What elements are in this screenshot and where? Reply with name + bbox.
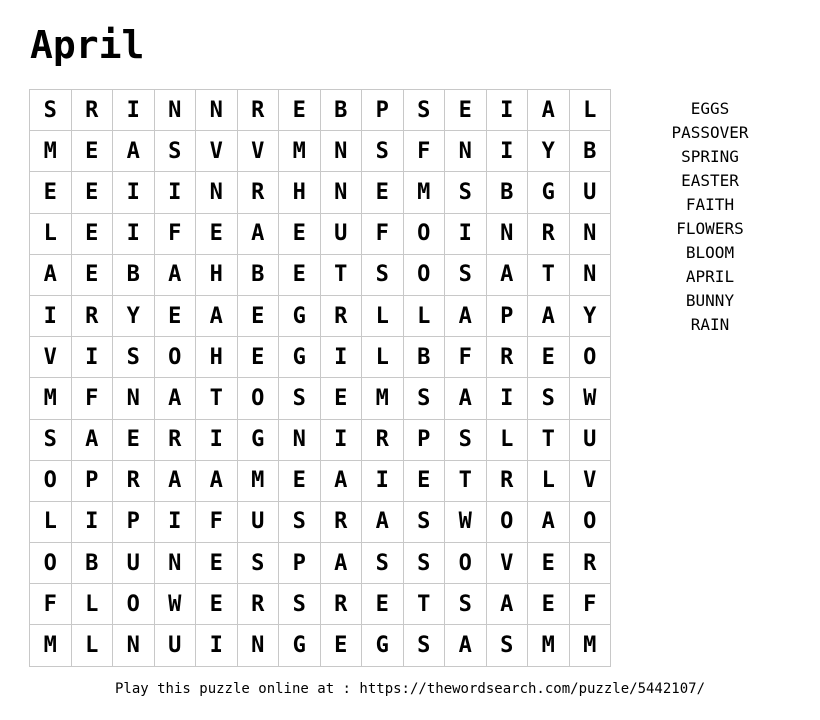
- grid-cell[interactable]: A: [445, 625, 487, 666]
- grid-cell[interactable]: I: [113, 172, 155, 213]
- grid-cell[interactable]: R: [238, 584, 280, 625]
- grid-cell[interactable]: E: [279, 214, 321, 255]
- grid-cell[interactable]: S: [279, 584, 321, 625]
- grid-cell[interactable]: E: [362, 172, 404, 213]
- grid-cell[interactable]: S: [404, 625, 446, 666]
- grid-cell[interactable]: M: [404, 172, 446, 213]
- grid-cell[interactable]: A: [321, 461, 363, 502]
- grid-cell[interactable]: R: [238, 90, 280, 131]
- word-list-item: SPRING: [681, 147, 739, 166]
- grid-cell[interactable]: I: [445, 214, 487, 255]
- grid-cell[interactable]: O: [487, 502, 529, 543]
- grid-cell[interactable]: N: [155, 543, 197, 584]
- grid-cell[interactable]: I: [113, 90, 155, 131]
- grid-cell[interactable]: N: [238, 625, 280, 666]
- grid-cell[interactable]: S: [404, 543, 446, 584]
- grid-cell[interactable]: A: [196, 461, 238, 502]
- grid-cell[interactable]: O: [404, 214, 446, 255]
- grid-cell[interactable]: S: [238, 543, 280, 584]
- grid-cell[interactable]: E: [445, 90, 487, 131]
- grid-cell[interactable]: G: [238, 420, 280, 461]
- word-list-item: RAIN: [690, 315, 730, 334]
- grid-cell[interactable]: N: [113, 625, 155, 666]
- grid-cell[interactable]: O: [404, 255, 446, 296]
- grid-cell[interactable]: E: [528, 584, 570, 625]
- grid-cell[interactable]: G: [279, 625, 321, 666]
- grid-cell[interactable]: I: [487, 378, 529, 419]
- grid-cell[interactable]: W: [155, 584, 197, 625]
- grid-cell[interactable]: N: [113, 378, 155, 419]
- grid-cell[interactable]: M: [238, 461, 280, 502]
- grid-cell[interactable]: E: [321, 378, 363, 419]
- grid-cell[interactable]: I: [196, 625, 238, 666]
- grid-cell[interactable]: B: [570, 131, 612, 172]
- grid-cell[interactable]: S: [404, 502, 446, 543]
- grid-cell[interactable]: I: [72, 502, 114, 543]
- grid-cell[interactable]: I: [72, 337, 114, 378]
- grid-cell[interactable]: L: [528, 461, 570, 502]
- grid-cell[interactable]: E: [155, 296, 197, 337]
- grid-cell[interactable]: R: [528, 214, 570, 255]
- grid-cell[interactable]: I: [362, 461, 404, 502]
- grid-cell[interactable]: F: [155, 214, 197, 255]
- grid-cell[interactable]: E: [72, 172, 114, 213]
- grid-cell[interactable]: E: [113, 420, 155, 461]
- grid-cell[interactable]: L: [404, 296, 446, 337]
- grid-cell[interactable]: M: [30, 131, 72, 172]
- grid-cell[interactable]: M: [279, 131, 321, 172]
- grid-cell[interactable]: A: [445, 296, 487, 337]
- grid-cell[interactable]: V: [30, 337, 72, 378]
- grid-cell[interactable]: A: [528, 296, 570, 337]
- grid-cell[interactable]: I: [30, 296, 72, 337]
- grid-cell[interactable]: S: [445, 420, 487, 461]
- grid-cell[interactable]: A: [72, 420, 114, 461]
- grid-cell[interactable]: R: [570, 543, 612, 584]
- grid-cell[interactable]: N: [155, 90, 197, 131]
- grid-cell[interactable]: A: [487, 255, 529, 296]
- grid-cell[interactable]: P: [404, 420, 446, 461]
- grid-cell[interactable]: E: [528, 543, 570, 584]
- grid-cell[interactable]: U: [321, 214, 363, 255]
- grid-cell[interactable]: I: [487, 131, 529, 172]
- grid-cell[interactable]: S: [445, 255, 487, 296]
- grid-cell[interactable]: N: [321, 172, 363, 213]
- grid-cell[interactable]: W: [570, 378, 612, 419]
- grid-cell[interactable]: N: [487, 214, 529, 255]
- grid-cell[interactable]: N: [279, 420, 321, 461]
- grid-cell[interactable]: B: [238, 255, 280, 296]
- grid-cell[interactable]: O: [570, 337, 612, 378]
- grid-cell[interactable]: E: [72, 214, 114, 255]
- grid-cell[interactable]: N: [196, 172, 238, 213]
- grid-cell[interactable]: E: [196, 543, 238, 584]
- grid-cell[interactable]: E: [196, 584, 238, 625]
- grid-cell[interactable]: E: [238, 337, 280, 378]
- grid-cell[interactable]: A: [445, 378, 487, 419]
- word-list-item: FLOWERS: [676, 219, 744, 238]
- grid-cell[interactable]: I: [113, 214, 155, 255]
- grid-cell[interactable]: S: [279, 378, 321, 419]
- grid-cell[interactable]: L: [30, 502, 72, 543]
- grid-cell[interactable]: P: [113, 502, 155, 543]
- grid-cell[interactable]: N: [570, 214, 612, 255]
- grid-cell[interactable]: L: [362, 337, 404, 378]
- grid-cell[interactable]: A: [196, 296, 238, 337]
- grid-cell[interactable]: S: [528, 378, 570, 419]
- grid-cell[interactable]: P: [487, 296, 529, 337]
- word-list-item: APRIL: [685, 267, 735, 286]
- grid-cell[interactable]: I: [321, 337, 363, 378]
- grid-cell[interactable]: P: [362, 90, 404, 131]
- grid-cell[interactable]: S: [362, 543, 404, 584]
- grid-cell[interactable]: B: [321, 90, 363, 131]
- grid-cell[interactable]: Y: [113, 296, 155, 337]
- grid-cell[interactable]: A: [30, 255, 72, 296]
- grid-cell[interactable]: B: [404, 337, 446, 378]
- grid-cell[interactable]: A: [238, 214, 280, 255]
- grid-cell[interactable]: F: [30, 584, 72, 625]
- grid-cell[interactable]: N: [445, 131, 487, 172]
- grid-cell[interactable]: U: [570, 172, 612, 213]
- grid-cell[interactable]: G: [528, 172, 570, 213]
- grid-cell[interactable]: M: [30, 625, 72, 666]
- grid-cell[interactable]: S: [155, 131, 197, 172]
- grid-cell[interactable]: I: [321, 420, 363, 461]
- grid-cell[interactable]: N: [196, 90, 238, 131]
- grid-cell[interactable]: T: [528, 420, 570, 461]
- grid-cell[interactable]: E: [362, 584, 404, 625]
- grid-cell[interactable]: R: [155, 420, 197, 461]
- grid-cell[interactable]: S: [30, 90, 72, 131]
- grid-cell[interactable]: R: [113, 461, 155, 502]
- grid-cell[interactable]: F: [196, 502, 238, 543]
- grid-cell[interactable]: A: [528, 502, 570, 543]
- grid-cell[interactable]: F: [72, 378, 114, 419]
- grid-cell[interactable]: L: [362, 296, 404, 337]
- grid-cell[interactable]: S: [404, 90, 446, 131]
- grid-cell[interactable]: O: [30, 461, 72, 502]
- grid-cell[interactable]: B: [487, 172, 529, 213]
- grid-cell[interactable]: G: [279, 337, 321, 378]
- grid-cell[interactable]: M: [362, 378, 404, 419]
- grid-cell[interactable]: F: [404, 131, 446, 172]
- grid-cell[interactable]: S: [445, 172, 487, 213]
- grid-cell[interactable]: F: [362, 214, 404, 255]
- grid-cell[interactable]: I: [196, 420, 238, 461]
- grid-cell[interactable]: R: [72, 90, 114, 131]
- word-list: [650, 97, 770, 337]
- grid-cell[interactable]: R: [321, 584, 363, 625]
- grid-cell[interactable]: S: [445, 584, 487, 625]
- grid-cell[interactable]: N: [321, 131, 363, 172]
- grid-cell[interactable]: S: [30, 420, 72, 461]
- grid-cell[interactable]: H: [279, 172, 321, 213]
- grid-cell[interactable]: I: [155, 172, 197, 213]
- word-list-item: EASTER: [681, 171, 739, 190]
- grid-cell[interactable]: T: [445, 461, 487, 502]
- grid-cell[interactable]: F: [445, 337, 487, 378]
- grid-cell[interactable]: R: [72, 296, 114, 337]
- grid-cell[interactable]: M: [570, 625, 612, 666]
- grid-cell[interactable]: M: [528, 625, 570, 666]
- grid-cell[interactable]: H: [196, 337, 238, 378]
- grid-cell[interactable]: S: [487, 625, 529, 666]
- grid-cell[interactable]: O: [570, 502, 612, 543]
- word-list-item: EGGS: [690, 99, 730, 118]
- grid-cell[interactable]: L: [487, 420, 529, 461]
- word-list-item: BLOOM: [685, 243, 735, 262]
- grid-cell[interactable]: A: [155, 255, 197, 296]
- grid-cell[interactable]: R: [487, 337, 529, 378]
- grid-cell[interactable]: P: [279, 543, 321, 584]
- grid-cell[interactable]: B: [72, 543, 114, 584]
- grid-cell[interactable]: T: [196, 378, 238, 419]
- grid-cell[interactable]: T: [321, 255, 363, 296]
- grid-cell[interactable]: B: [113, 255, 155, 296]
- grid-cell[interactable]: A: [362, 502, 404, 543]
- grid-cell[interactable]: L: [570, 90, 612, 131]
- grid-cell[interactable]: Y: [570, 296, 612, 337]
- grid-cell[interactable]: Y: [528, 131, 570, 172]
- grid-cell[interactable]: E: [30, 172, 72, 213]
- word-list-item: FAITH: [685, 195, 735, 214]
- grid-cell[interactable]: G: [279, 296, 321, 337]
- grid-cell[interactable]: E: [279, 90, 321, 131]
- grid-cell[interactable]: A: [321, 543, 363, 584]
- grid-cell[interactable]: L: [30, 214, 72, 255]
- grid-cell[interactable]: O: [238, 378, 280, 419]
- grid-cell[interactable]: E: [72, 131, 114, 172]
- grid-cell[interactable]: P: [72, 461, 114, 502]
- grid-cell[interactable]: V: [487, 543, 529, 584]
- grid-cell[interactable]: O: [30, 543, 72, 584]
- grid-cell[interactable]: V: [238, 131, 280, 172]
- grid-cell[interactable]: S: [404, 378, 446, 419]
- grid-cell[interactable]: O: [113, 584, 155, 625]
- grid-cell[interactable]: H: [196, 255, 238, 296]
- grid-cell[interactable]: T: [404, 584, 446, 625]
- grid-cell[interactable]: T: [528, 255, 570, 296]
- grid-cell[interactable]: A: [528, 90, 570, 131]
- grid-cell[interactable]: V: [570, 461, 612, 502]
- grid-cell[interactable]: R: [321, 296, 363, 337]
- grid-cell[interactable]: F: [570, 584, 612, 625]
- grid-cell[interactable]: U: [570, 420, 612, 461]
- grid-cell[interactable]: L: [72, 584, 114, 625]
- grid-cell[interactable]: N: [570, 255, 612, 296]
- grid-cell[interactable]: I: [487, 90, 529, 131]
- grid-cell[interactable]: A: [155, 378, 197, 419]
- grid-cell[interactable]: G: [362, 625, 404, 666]
- grid-cell[interactable]: W: [445, 502, 487, 543]
- grid-cell[interactable]: E: [321, 625, 363, 666]
- grid-cell[interactable]: U: [238, 502, 280, 543]
- grid-cell[interactable]: R: [362, 420, 404, 461]
- grid-cell[interactable]: E: [528, 337, 570, 378]
- grid-cell[interactable]: V: [196, 131, 238, 172]
- grid-cell[interactable]: I: [155, 502, 197, 543]
- grid-cell[interactable]: O: [445, 543, 487, 584]
- letter-grid: [29, 89, 611, 667]
- puzzle-title: April: [30, 23, 145, 67]
- grid-cell[interactable]: E: [196, 214, 238, 255]
- grid-cell[interactable]: S: [362, 255, 404, 296]
- grid-cell[interactable]: U: [155, 625, 197, 666]
- footer-text: Play this puzzle online at : https://thewordsearch.com/puzzle/5442107/: [114, 681, 705, 697]
- grid-cell[interactable]: M: [30, 378, 72, 419]
- grid-cell[interactable]: R: [487, 461, 529, 502]
- grid-cell[interactable]: A: [113, 131, 155, 172]
- grid-cell[interactable]: O: [155, 337, 197, 378]
- grid-cell[interactable]: A: [487, 584, 529, 625]
- word-list-item: PASSOVER: [671, 123, 749, 142]
- grid-cell[interactable]: R: [321, 502, 363, 543]
- grid-cell[interactable]: S: [362, 131, 404, 172]
- grid-cell[interactable]: E: [279, 461, 321, 502]
- grid-cell[interactable]: S: [113, 337, 155, 378]
- grid-cell[interactable]: E: [72, 255, 114, 296]
- grid-cell[interactable]: E: [238, 296, 280, 337]
- grid-cell[interactable]: R: [238, 172, 280, 213]
- grid-cell[interactable]: L: [72, 625, 114, 666]
- grid-cell[interactable]: E: [404, 461, 446, 502]
- grid-cell[interactable]: A: [155, 461, 197, 502]
- grid-cell[interactable]: U: [113, 543, 155, 584]
- grid-cell[interactable]: S: [279, 502, 321, 543]
- word-list-item: BUNNY: [685, 291, 735, 310]
- grid-cell[interactable]: E: [279, 255, 321, 296]
